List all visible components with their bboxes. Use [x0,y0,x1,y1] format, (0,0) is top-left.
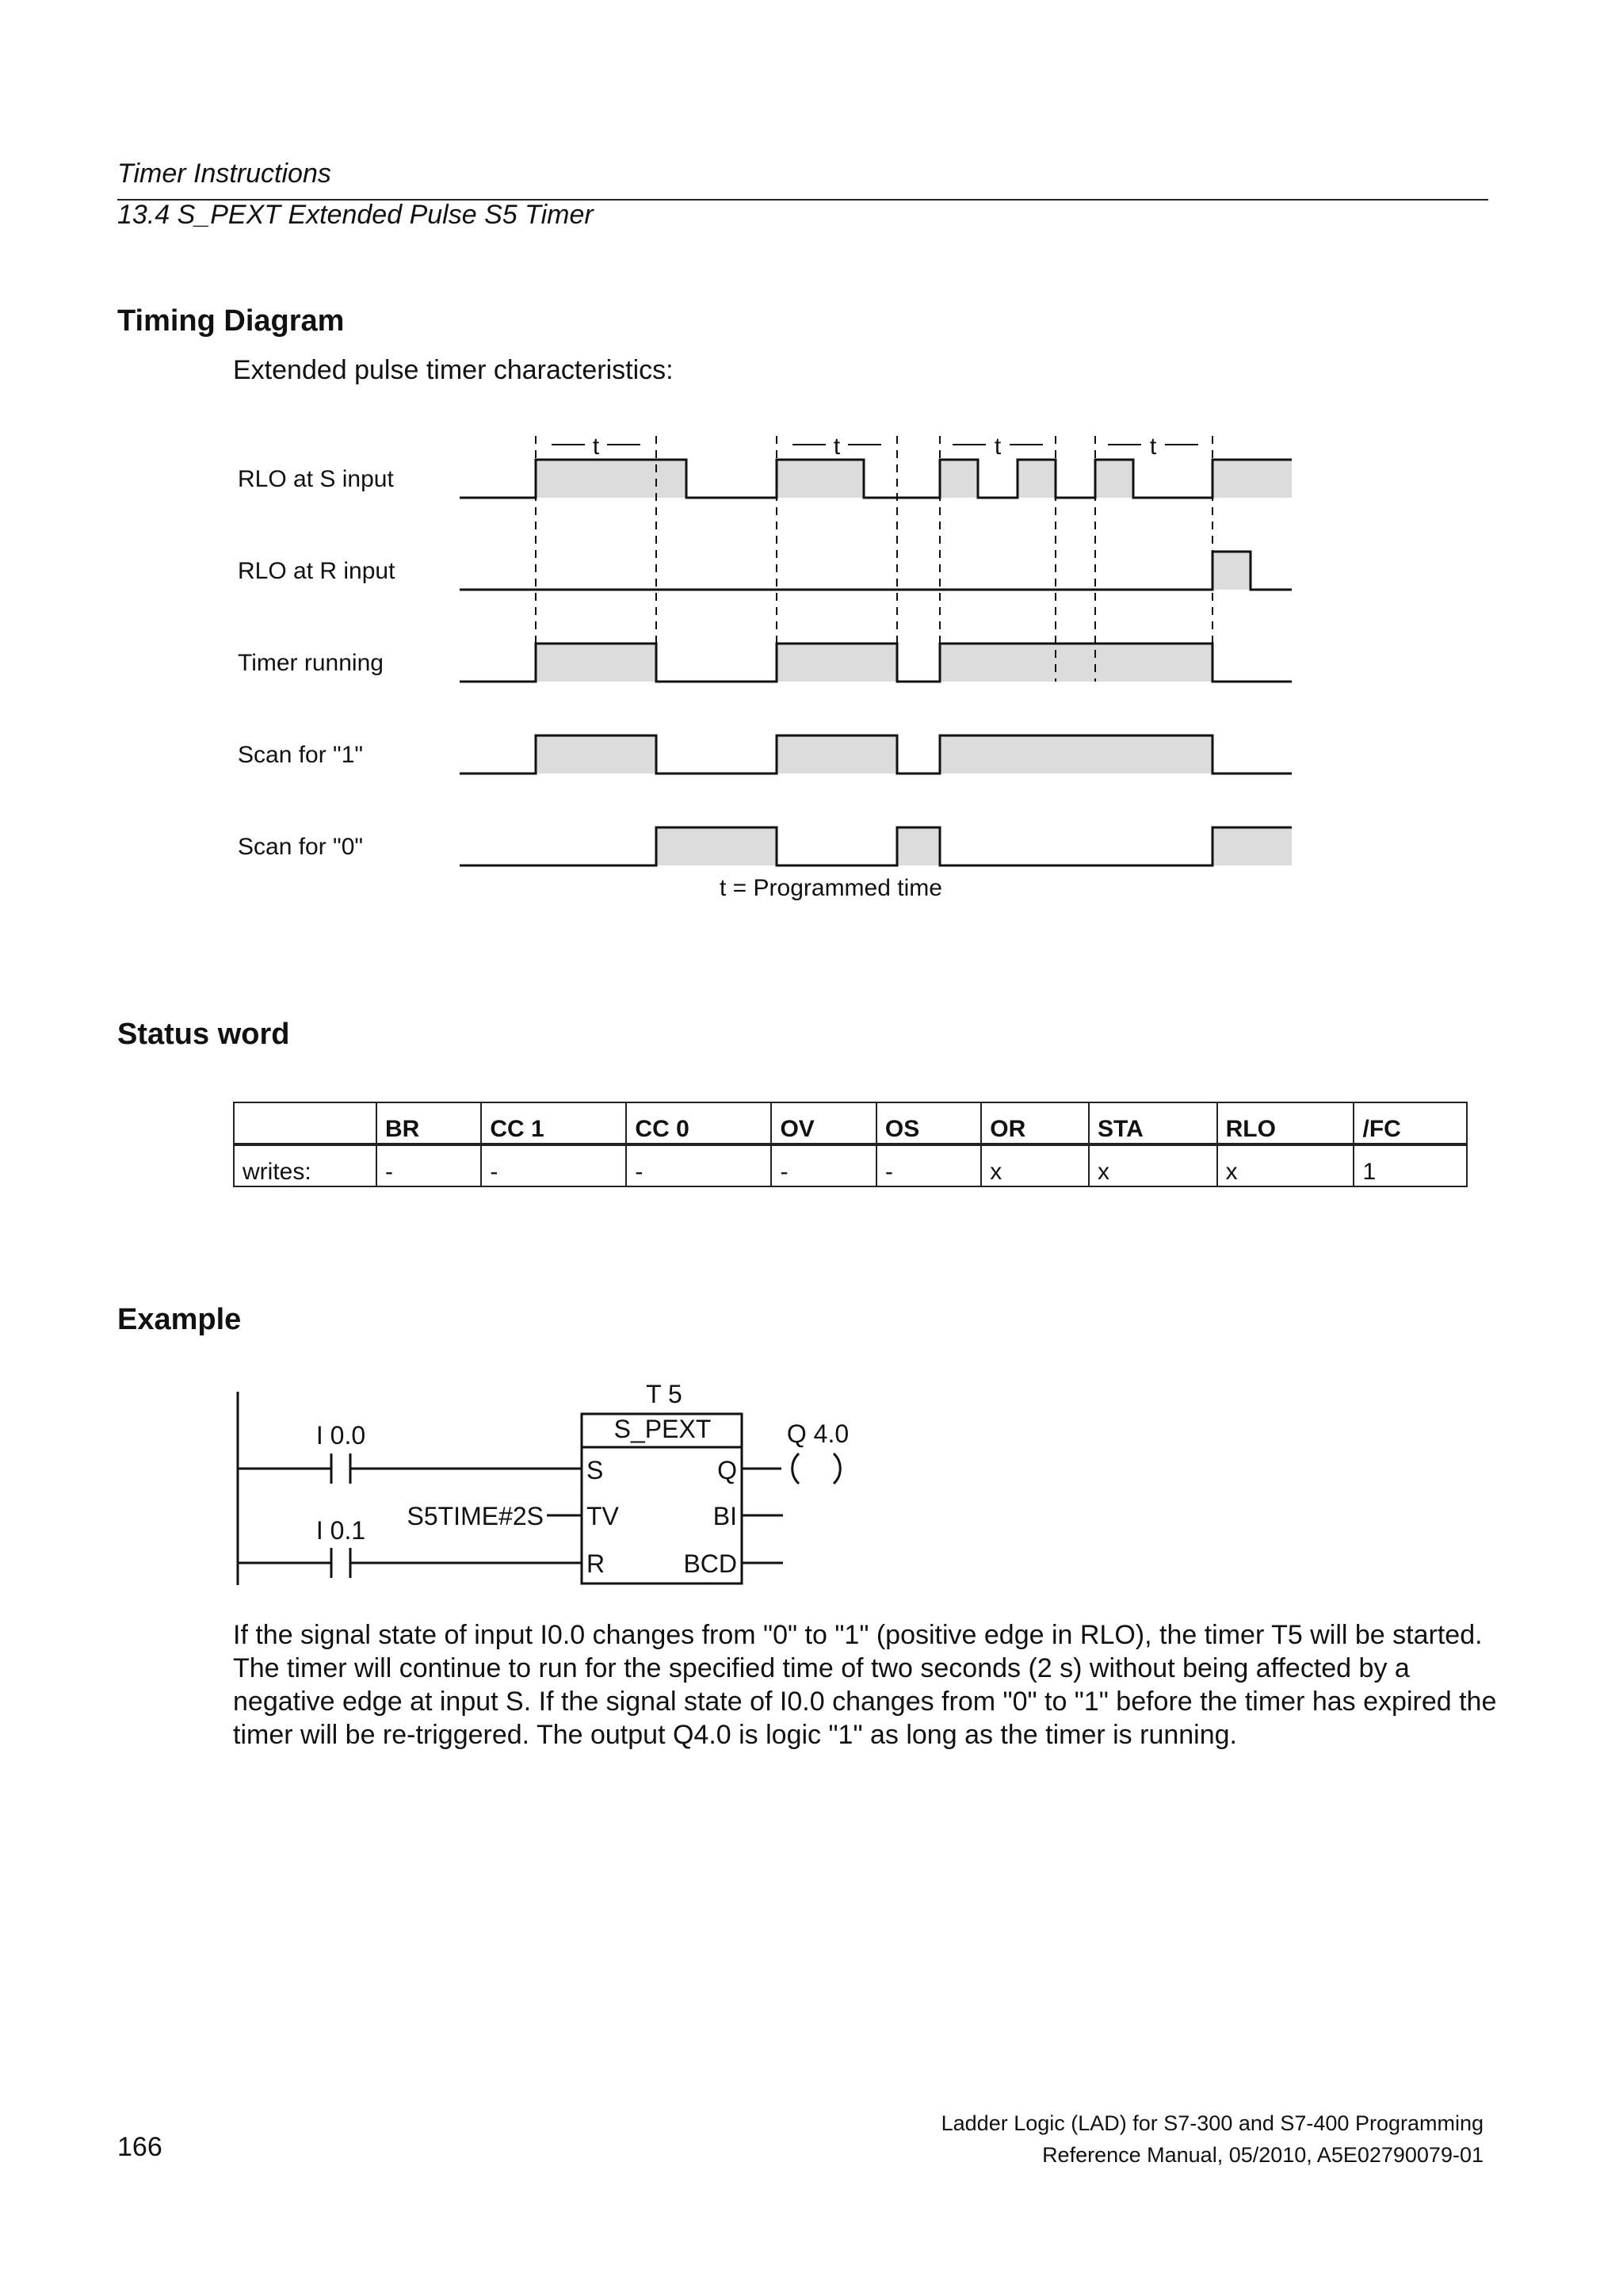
timer-name: T 5 [646,1380,682,1408]
t-definition: t = Programmed time [720,875,942,901]
pin-r: R [586,1549,605,1578]
status-cell: x [981,1144,1089,1186]
tv-value: S5TIME#2S [407,1502,544,1530]
pin-tv: TV [586,1502,619,1530]
t-marker: t [833,434,841,460]
status-col: CC 1 [481,1102,626,1144]
status-col: STA [1089,1102,1217,1144]
pin-bcd: BCD [683,1549,737,1578]
footer-manual-ref: Reference Manual, 05/2010, A5E02790079-01 [1042,2143,1484,2167]
block-type: S_PEXT [613,1415,712,1443]
page-number: 166 [117,2132,162,2162]
footer-manual-title: Ladder Logic (LAD) for S7-300 and S7-400 Programming [941,2111,1484,2135]
status-cell: x [1217,1144,1354,1186]
status-col: CC 0 [626,1102,771,1144]
contact-label-2: I 0.1 [315,1516,366,1545]
t-marker: t [592,434,600,460]
status-heading: Status word [117,1018,290,1051]
example-description: If the signal state of input I0.0 changes from "0" to "1" (positive edge in RLO), the timer T5 will be started. The timer will continue to run for the specified time of two seconds (2 s) without being affected by a negative edge at input S. If the signal state of I0.0 changes from "0" to "1" before the timer has expired the timer will be re-triggered. The output Q4.0 is logic "1" as long as the timer is running. [233,1620,1497,1750]
coil-label: Q 4.0 [786,1419,850,1448]
status-col: RLO [1217,1102,1354,1144]
status-cell: - [876,1144,981,1186]
example-heading: Example [117,1303,242,1336]
section-title: 13.4 S_PEXT Extended Pulse S5 Timer [117,200,594,230]
status-cell: - [481,1144,626,1186]
timing-heading: Timing Diagram [117,304,345,338]
pin-bi: BI [712,1502,737,1530]
status-cell: - [771,1144,876,1186]
signal-label-scan0: Scan for "0" [238,834,364,860]
signal-label-s: RLO at S input [238,466,394,492]
signal-label-scan1: Scan for "1" [238,742,364,768]
status-col: OS [876,1102,981,1144]
status-cell: - [626,1144,771,1186]
status-cell: x [1089,1144,1217,1186]
t-marker: t [994,434,1002,460]
t-marker: t [1149,434,1157,460]
status-col: BR [376,1102,481,1144]
pin-q: Q [717,1456,737,1484]
pin-s: S [586,1456,604,1484]
status-col: OR [981,1102,1089,1144]
contact-label-1: I 0.0 [315,1421,366,1450]
status-col: OV [771,1102,876,1144]
status-col: /FC [1354,1102,1467,1144]
chapter-title: Timer Instructions [117,159,331,189]
status-cell: 1 [1354,1144,1467,1186]
status-cell: - [376,1144,481,1186]
timing-intro: Extended pulse timer characteristics: [233,355,674,385]
signal-label-r: RLO at R input [238,558,395,584]
signal-label-running: Timer running [238,650,384,676]
status-cell: writes: [234,1144,376,1186]
